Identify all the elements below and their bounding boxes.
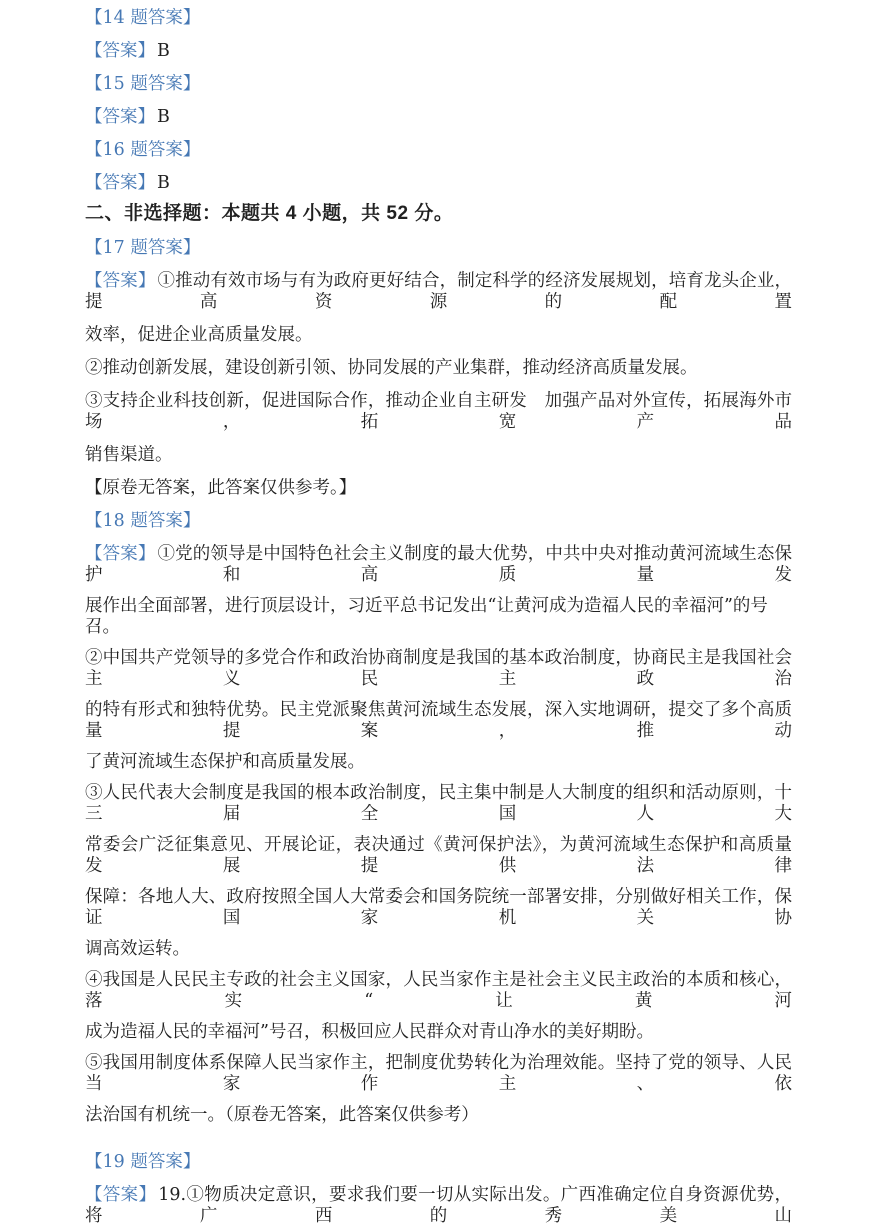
q14-answer <box>85 41 792 62</box>
q18-answer-line-3 <box>85 648 792 690</box>
q17-answer-line-5 <box>85 445 792 466</box>
q19-answer-line-1 <box>85 1185 792 1227</box>
q18-answer-line-1-label: 【答案】 <box>85 544 156 564</box>
q18-answer-line-11-text: 成为造福人民的幸福河”号召，积极回应人民群众对青山净水的美好期盼。 <box>85 1022 654 1042</box>
q18-answer-line-7-text: 常委会广泛征集意见、开展论证，表决通过《黄河保护法》，为黄河流域生态保护和高质量发展提供法律 <box>85 835 792 876</box>
q18-answer-line-7 <box>85 835 792 877</box>
q17-answer-line-2 <box>85 325 792 346</box>
q18-answer-line-10-text: ④我国是人民民主专政的社会主义国家，人民当家作主是社会主义民主政治的本质和核心，落实“让黄河 <box>85 970 792 1011</box>
q19-answer-heading <box>85 1152 792 1173</box>
q18-answer-line-6 <box>85 783 792 825</box>
q17-answer-line-1 <box>85 271 792 313</box>
q18-answer-line-4 <box>85 700 792 742</box>
q18-answer-line-8-text: 保障：各地人大、政府按照全国人大常委会和国务院统一部署安排，分别做好相关工作，保证国家机关协 <box>85 887 792 928</box>
q17-answer-heading-label: 【17 题答案】 <box>85 238 201 258</box>
q15-answer-text: B <box>157 107 170 127</box>
q17-answer-line-1-text: ①推动有效市场与有为政府更好结合，制定科学的经济发展规划，培育龙头企业，提高资源的配置 <box>85 271 793 312</box>
q16-answer-heading-label: 【16 题答案】 <box>85 140 201 160</box>
q14-answer-heading <box>85 8 792 29</box>
q14-answer-label: 【答案】 <box>85 41 155 61</box>
q18-answer-line-13-text: 法治国有机统一。（原卷无答案，此答案仅供参考） <box>85 1105 479 1125</box>
q17-answer-line-4 <box>85 391 792 433</box>
q19-answer-line-1-label: 【答案】 <box>85 1185 157 1205</box>
q18-answer-line-2-text: 展作出全面部署，进行顶层设计，习近平总书记发出“让黄河成为造福人民的幸福河”的号召。 <box>85 596 768 637</box>
section2-heading <box>85 202 792 226</box>
q17-answer-line-3-text: ②推动创新发展，建设创新引领、协同发展的产业集群，推动经济高质量发展。 <box>85 358 698 378</box>
q15-answer-heading-label: 【15 题答案】 <box>85 74 201 94</box>
q15-answer-label: 【答案】 <box>85 107 155 127</box>
q14-answer-heading-label: 【14 题答案】 <box>85 8 201 28</box>
q19-answer-heading-label: 【19 题答案】 <box>85 1152 201 1172</box>
q19-answer-line-1-text: 19.①物质决定意识，要求我们要一切从实际出发。广西准确定位自身资源优势，将广西的秀美山 <box>85 1185 792 1226</box>
q16-answer-heading <box>85 140 792 161</box>
q18-answer-line-3-text: ②中国共产党领导的多党合作和政治协商制度是我国的基本政治制度，协商民主是我国社会主义民主政治 <box>85 648 792 689</box>
q18-answer-line-6-text: ③人民代表大会制度是我国的根本政治制度，民主集中制是人大制度的组织和活动原则，十三届全国人大 <box>85 783 792 824</box>
q17-note <box>85 478 792 499</box>
q18-answer-line-9 <box>85 939 792 960</box>
q16-answer-label: 【答案】 <box>85 173 155 193</box>
q18-answer-line-4-text: 的特有形式和独特优势。民主党派聚焦黄河流域生态发展，深入实地调研，提交了多个高质量提案，推动 <box>85 700 792 741</box>
q18-answer-line-10 <box>85 970 792 1012</box>
q16-answer <box>85 173 792 194</box>
q18-answer-heading-label: 【18 题答案】 <box>85 511 201 531</box>
q17-answer-line-2-text: 效率，促进企业高质量发展。 <box>85 325 313 345</box>
q14-answer-text: B <box>157 41 170 61</box>
q17-answer-line-3 <box>85 358 792 379</box>
q18-answer-line-5 <box>85 752 792 773</box>
q17-answer-heading <box>85 238 792 259</box>
q18-answer-line-9-text: 调高效运转。 <box>85 939 190 959</box>
q18-answer-heading <box>85 511 792 532</box>
q16-answer-text: B <box>157 173 170 193</box>
q18-answer-line-13 <box>85 1105 792 1126</box>
q17-answer-line-1-label: 【答案】 <box>85 271 156 291</box>
q17-note-text: 【原卷无答案，此答案仅供参考。】 <box>85 478 357 498</box>
q18-answer-line-12 <box>85 1053 792 1095</box>
q15-answer <box>85 107 792 128</box>
q18-answer-line-12-text: ⑤我国用制度体系保障人民当家作主，把制度优势转化为治理效能。坚持了党的领导、人民当家作主、依 <box>85 1053 792 1094</box>
q15-answer-heading <box>85 74 792 95</box>
q18-answer-line-11 <box>85 1022 792 1043</box>
q17-answer-line-4-text: ③支持企业科技创新，促进国际合作，推动企业自主研发 加强产品对外宣传，拓展海外市场，拓宽产品 <box>85 391 792 432</box>
q18-answer-line-1 <box>85 544 792 586</box>
q18-answer-line-5-text: 了黄河流域生态保护和高质量发展。 <box>85 752 365 772</box>
q18-answer-line-8 <box>85 887 792 929</box>
q18-answer-line-1-text: ①党的领导是中国特色社会主义制度的最大优势，中共中央对推动黄河流域生态保护和高质量发 <box>85 544 793 585</box>
section2-heading-text: 二、非选择题：本题共 4 小题，共 52 分。 <box>85 203 454 224</box>
q18-answer-line-2 <box>85 596 792 638</box>
q17-answer-line-5-text: 销售渠道。 <box>85 445 173 465</box>
